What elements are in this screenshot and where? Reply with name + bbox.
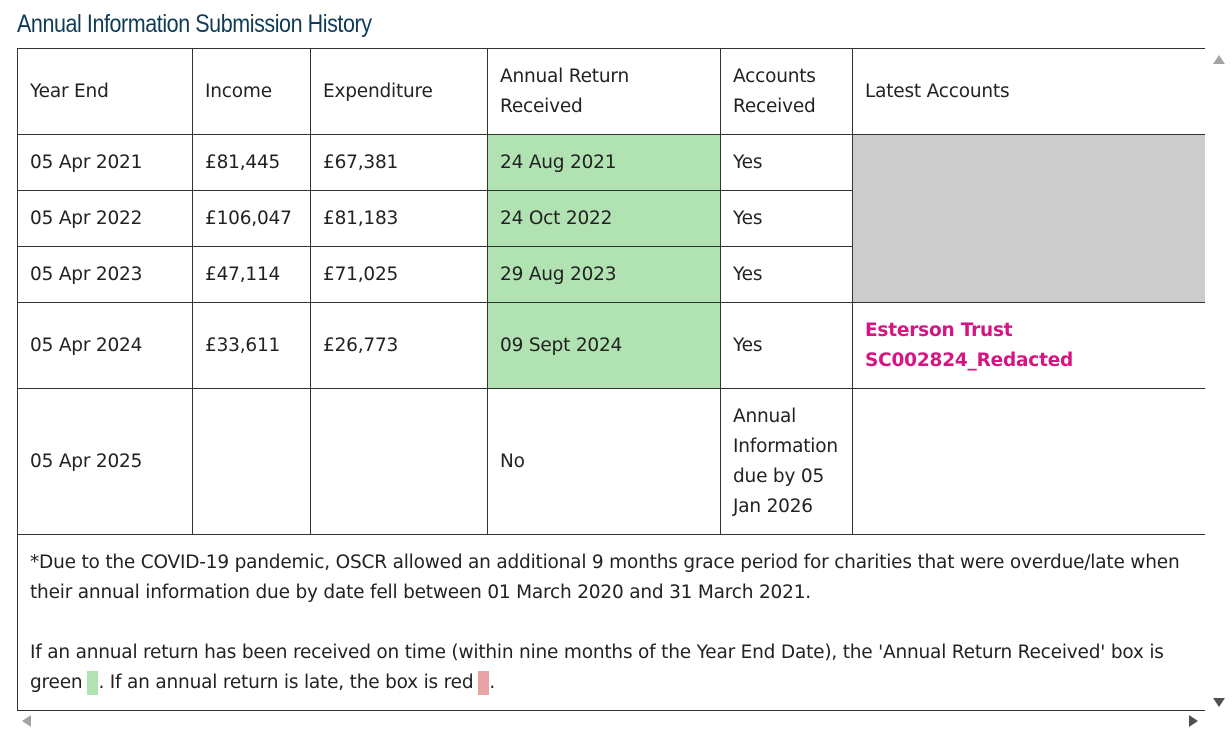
expenditure-cell: £81,183: [311, 191, 488, 247]
note-spacer: [30, 608, 1194, 638]
accounts-received-cell: Yes: [721, 191, 853, 247]
latest-accounts-cell: [853, 303, 1206, 389]
header-accounts-received: Accounts Received: [721, 49, 853, 135]
section-title: Annual Information Submission History: [17, 10, 372, 38]
accounts-received-cell: Yes: [721, 135, 853, 191]
table-scroll-container: [17, 48, 1205, 711]
legend-text-red: . If an annual return is late, the box is red: [98, 671, 474, 693]
table-row: [18, 135, 1206, 191]
accounts-received-cell: Yes: [721, 247, 853, 303]
scroll-left-icon[interactable]: [22, 715, 31, 727]
submission-history-table: [17, 48, 1205, 711]
year-end-cell: 05 Apr 2024: [18, 303, 193, 389]
colour-legend-note: [30, 638, 1194, 698]
accounts-received-cell: Annual Information due by 05 Jan 2026: [721, 389, 853, 535]
annual-return-received-cell: 29 Aug 2023: [488, 247, 721, 303]
annual-return-received-cell: 24 Aug 2021: [488, 135, 721, 191]
expenditure-cell: £71,025: [311, 247, 488, 303]
covid-note: *Due to the COVID-19 pandemic, OSCR allowed an additional 9 months grace period for charities that were overdue/late when their annual information due by date fell between 01 March 2020 and 31 March 2021.: [30, 551, 1180, 603]
header-latest-accounts: Latest Accounts: [853, 49, 1206, 135]
table-notes-cell: [18, 535, 1206, 711]
latest-accounts-unavailable-cell: [853, 135, 1206, 303]
horizontal-scrollbar[interactable]: [17, 711, 1206, 731]
annual-return-received-cell: 24 Oct 2022: [488, 191, 721, 247]
income-cell: £47,114: [193, 247, 311, 303]
income-cell: £106,047: [193, 191, 311, 247]
year-end-cell: 05 Apr 2025: [18, 389, 193, 535]
income-cell: £81,445: [193, 135, 311, 191]
legend-text-green: If an annual return has been received on time (within nine months of the Year End Date), the 'Annual Return Received' box is green: [30, 641, 1164, 693]
accounts-received-cell: Yes: [721, 303, 853, 389]
latest-accounts-cell: [853, 389, 1206, 535]
red-swatch: [478, 671, 489, 695]
latest-accounts-link[interactable]: Esterson Trust SC002824_Redacted: [865, 319, 1074, 371]
legend-text-end: .: [489, 671, 496, 693]
header-income: Income: [193, 49, 311, 135]
scroll-up-icon[interactable]: [1213, 55, 1225, 64]
scroll-right-icon[interactable]: [1189, 715, 1198, 727]
year-end-cell: 05 Apr 2022: [18, 191, 193, 247]
expenditure-cell: £26,773: [311, 303, 488, 389]
annual-return-received-cell: 09 Sept 2024: [488, 303, 721, 389]
annual-return-received-cell: No: [488, 389, 721, 535]
income-cell: [193, 389, 311, 535]
header-annual-return-received: Annual Return Received: [488, 49, 721, 135]
year-end-cell: 05 Apr 2021: [18, 135, 193, 191]
table-header-row: [18, 49, 1206, 135]
header-expenditure: Expenditure: [311, 49, 488, 135]
year-end-cell: 05 Apr 2023: [18, 247, 193, 303]
expenditure-cell: [311, 389, 488, 535]
vertical-scrollbar[interactable]: [1206, 48, 1232, 711]
green-swatch: [87, 671, 98, 695]
header-year-end: Year End: [18, 49, 193, 135]
scroll-down-icon[interactable]: [1213, 698, 1225, 707]
table-notes-row: [18, 535, 1206, 711]
income-cell: £33,611: [193, 303, 311, 389]
table-row: [18, 389, 1206, 535]
table-row: [18, 303, 1206, 389]
expenditure-cell: £67,381: [311, 135, 488, 191]
